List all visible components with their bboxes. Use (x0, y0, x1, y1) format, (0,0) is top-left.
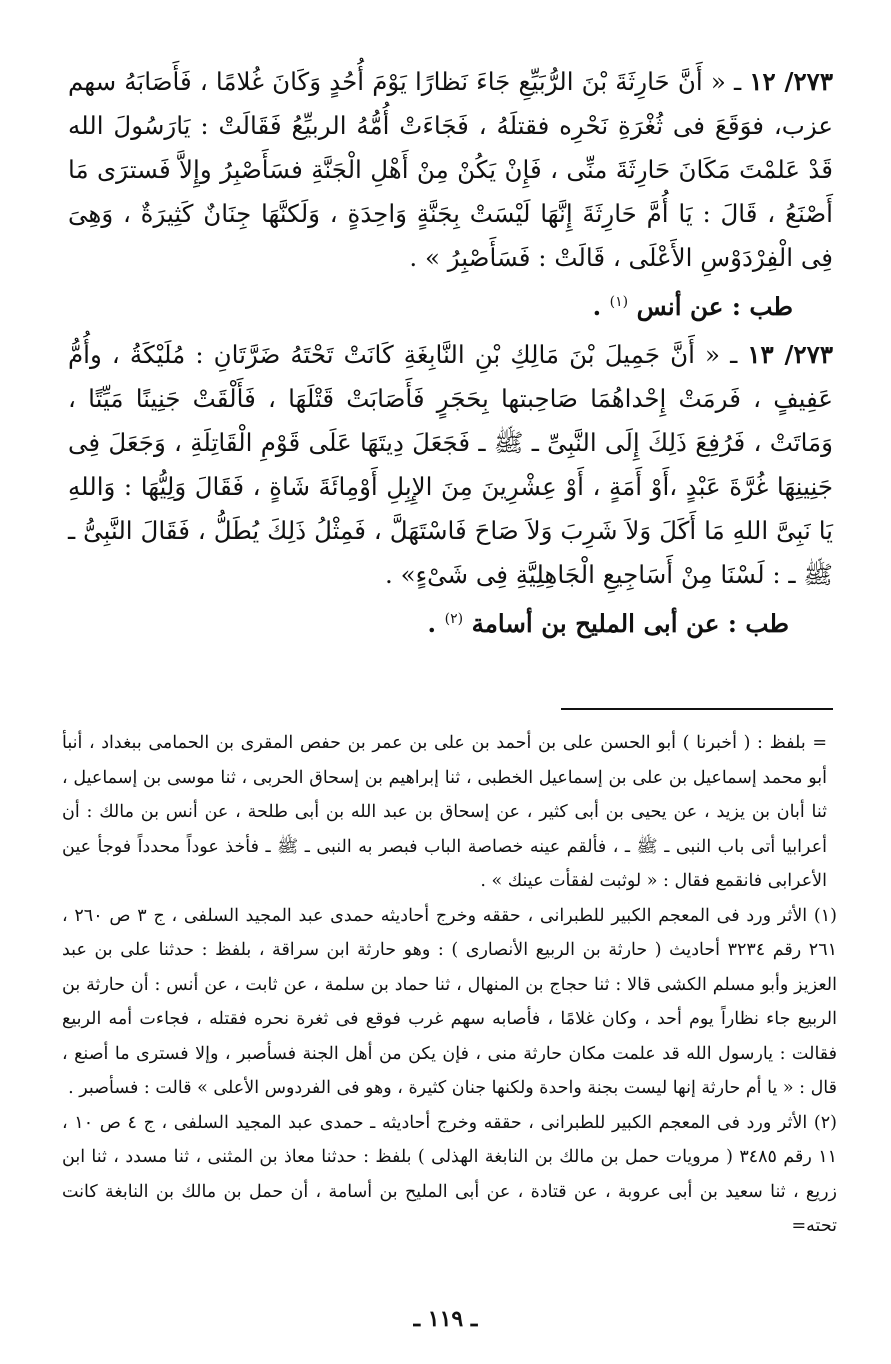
footnote-ref: (١) (609, 294, 629, 310)
hadith-text: ـ « أَنَّ جَمِيلَ بْنَ مَالِكِ بْنِ النَّابِغَةِ كَانَتْ تَحْتَهُ ضَرَّتَانِ : مُلَيْكَةُ ، وأُمُّ عَفِيفٍ ، فَرمَتْ إِحْداهُمَا صَاحِبتها بِحَجَرٍ فَأَصَابَتْ قَتْلَهَا ، فَأَلْقَتْ جَنِينًا مَيِّتًا ، وَمَاتَتْ ، فَرُفِعَ ذَلِكَ إِلَى النَّبِىِّ ـ ﷺ ـ فَجَعَلَ دِيتَهَا عَلَى قَوْمِ الْقَاتِلَةِ ، وَجَعَلَ فِى جَنِينِهَا غُرَّةَ عَبْدٍ ،أَوْ أَمَةٍ ، أَوْ عِشْرِينَ مِنَ الإِبِلِ أَوْمِائَةَ شَاةٍ ، فَقَالَ وَلِيُّهَا : وَاللهِ يَا نَبِىَّ اللهِ مَا أَكَلَ وَلاَ شَرِبَ وَلاَ صَاحَ فَاسْتَهَلَّ ، فَمِثْلُ ذَلِكَ يُطَلُّ ، فَقَالَ النَّبِىُّ ـ ﷺ ـ : لَسْنَا مِنْ أَسَاجِيعِ الْجَاهِلِيَّةِ فِى شَىْءٍ» . (68, 340, 833, 590)
source-text: طب : عن أنس (636, 292, 793, 322)
hadith-number: ٢٧٣/ ١٢ (749, 67, 833, 96)
footnote-1: (١) الأثر ورد فى المعجم الكبير للطبرانى ، حققه وخرج أحاديثه حمدى عبد المجيد السلفى ، ج ٣ ص ٢٦٠ ، ٢٦١ رقم ٣٢٣٤ أحاديث ( حارثة بن الربيع الأنصارى ) : وهو حارثة ابن سراقة ، بلفظ : حدثنا على بن عبد العزيز وأبو مسلم الكشى قالا : ثنا حجاج بن المنهال ، ثنا حماد بن سلمة ، عن ثابت ، عن أنس : أن حارثة بن الربيع جاء نظاراً يوم أحد ، وكان غلامًا ، فأصابه سهم غرب فوقع فى ثغرة نحره فقتله ، فجاءت أمه الربيع فقالت : يارسول الله قد علمت مكان حارثة منى ، فإن يكن من أهل الجنة فسأصبر ، وإلا فسترى ما أصنع ، قال : « يا أم حارثة إنها ليست بجنة واحدة ولكنها جنان كثيرة ، وهو فى الفردوس الأعلى » قالت : فسأصبر . (62, 905, 837, 1098)
hadith-number: ٢٧٣/ ١٣ (747, 340, 833, 370)
page-number: ـ ١١٩ ـ (413, 1306, 478, 1332)
hadith-source: طب : عن أبى المليح بن أسامة $^{(٢)}$ . (427, 609, 789, 639)
hadith-text: ـ « أَنَّ حَارِثَةَ بْنَ الرُّبَيِّعِ جَاءَ نَظارًا يَوْمَ أُحُدٍ وَكَانَ غُلامًا ، فَأَصَابَهُ سهم عزب، فوَقَعَ فى ثُغْرَةِ نَحْرِه فقتلَهُ ، فَجَاءَتْ أُمُّهُ الربيِّعُ فَقَالَتْ : يَارَسُولَ الله قَدْ عَلمْتَ مَكَانَ حَارِثَةَ منِّى ، فَإِنْ يَكُنْ مِنْ أَهْلِ الْجَنَّةِ فسَأَصْبِرُ وإِلاَّ فَسترَى مَا أَصْنَعُ ، قَالَ : يَا أُمَّ حَارِثَةَ إِنَّهَا لَيْسَتْ بِجَنَّةٍ وَاحِدَةٍ ، وَلَكنَّهَا جِنَانٌ كَثِيرَةٌ ، وَهِىَ فِى الْفِرْدَوْسِ الأَعْلَى ، قَالَتْ : فَسَأَصْبِرُ » . (68, 67, 833, 272)
footnote-2: (٢) الأثر ورد فى المعجم الكبير للطبرانى ، حققه وخرج أحاديثه ـ حمدى عبد المجيد السلفى ، ج ٤ ص ١٠ ، ١١ رقم ٣٤٨٥ ( مرويات حمل بن مالك بن النابغة الهذلى ) بلفظ : حدثنا معاذ بن المثنى ، ثنا مسدد ، ثنا ابن زريع ، ثنا سعيد بن أبى عروبة ، عن قتادة ، عن أبى المليح بن أسامة ، أن حمل بن مالك بن النابغة كانت تحته= (62, 1112, 837, 1236)
hadith-paragraph-1 (68, 60, 833, 280)
hadith-paragraph-2 (68, 333, 833, 597)
hadith-source: طب : عن أنس $^{(١)}$ . (592, 292, 793, 322)
footnote-continuation: = بلفظ : ( أخبرنا ) أبو الحسن على بن أحمد بن على بن عمر بن حفص المقرى بن الحمامى ببغداد ، أنبأ أبو محمد إسماعيل بن على بن إسماعيل الخطبى ، ثنا إبراهيم بن إسحاق الحربى ، ثنا موسى بن إسماعيل ، ثنا أبان بن يزيد ، عن يحيى بن أبى كثير ، عن إسحاق بن عبد الله بن أبى طلحة ، عن أنس بن مالك : أن أعرابيا أتى باب النبى ـ ﷺ ـ ، فألقم عينه خصاصة الباب فبصر به النبى ـ ﷺ ـ فأخذ عوداً محدداً فوجأ عين الأعرابى فانقمع فقال : « لوثبت لفقأت عينك » . (62, 733, 827, 891)
footnotes (62, 726, 837, 1244)
source-text: طب : عن أبى المليح بن أسامة (471, 609, 789, 639)
main-text (68, 60, 833, 646)
footnote-ref: (٢) (444, 611, 464, 628)
footnote-separator (561, 708, 833, 710)
